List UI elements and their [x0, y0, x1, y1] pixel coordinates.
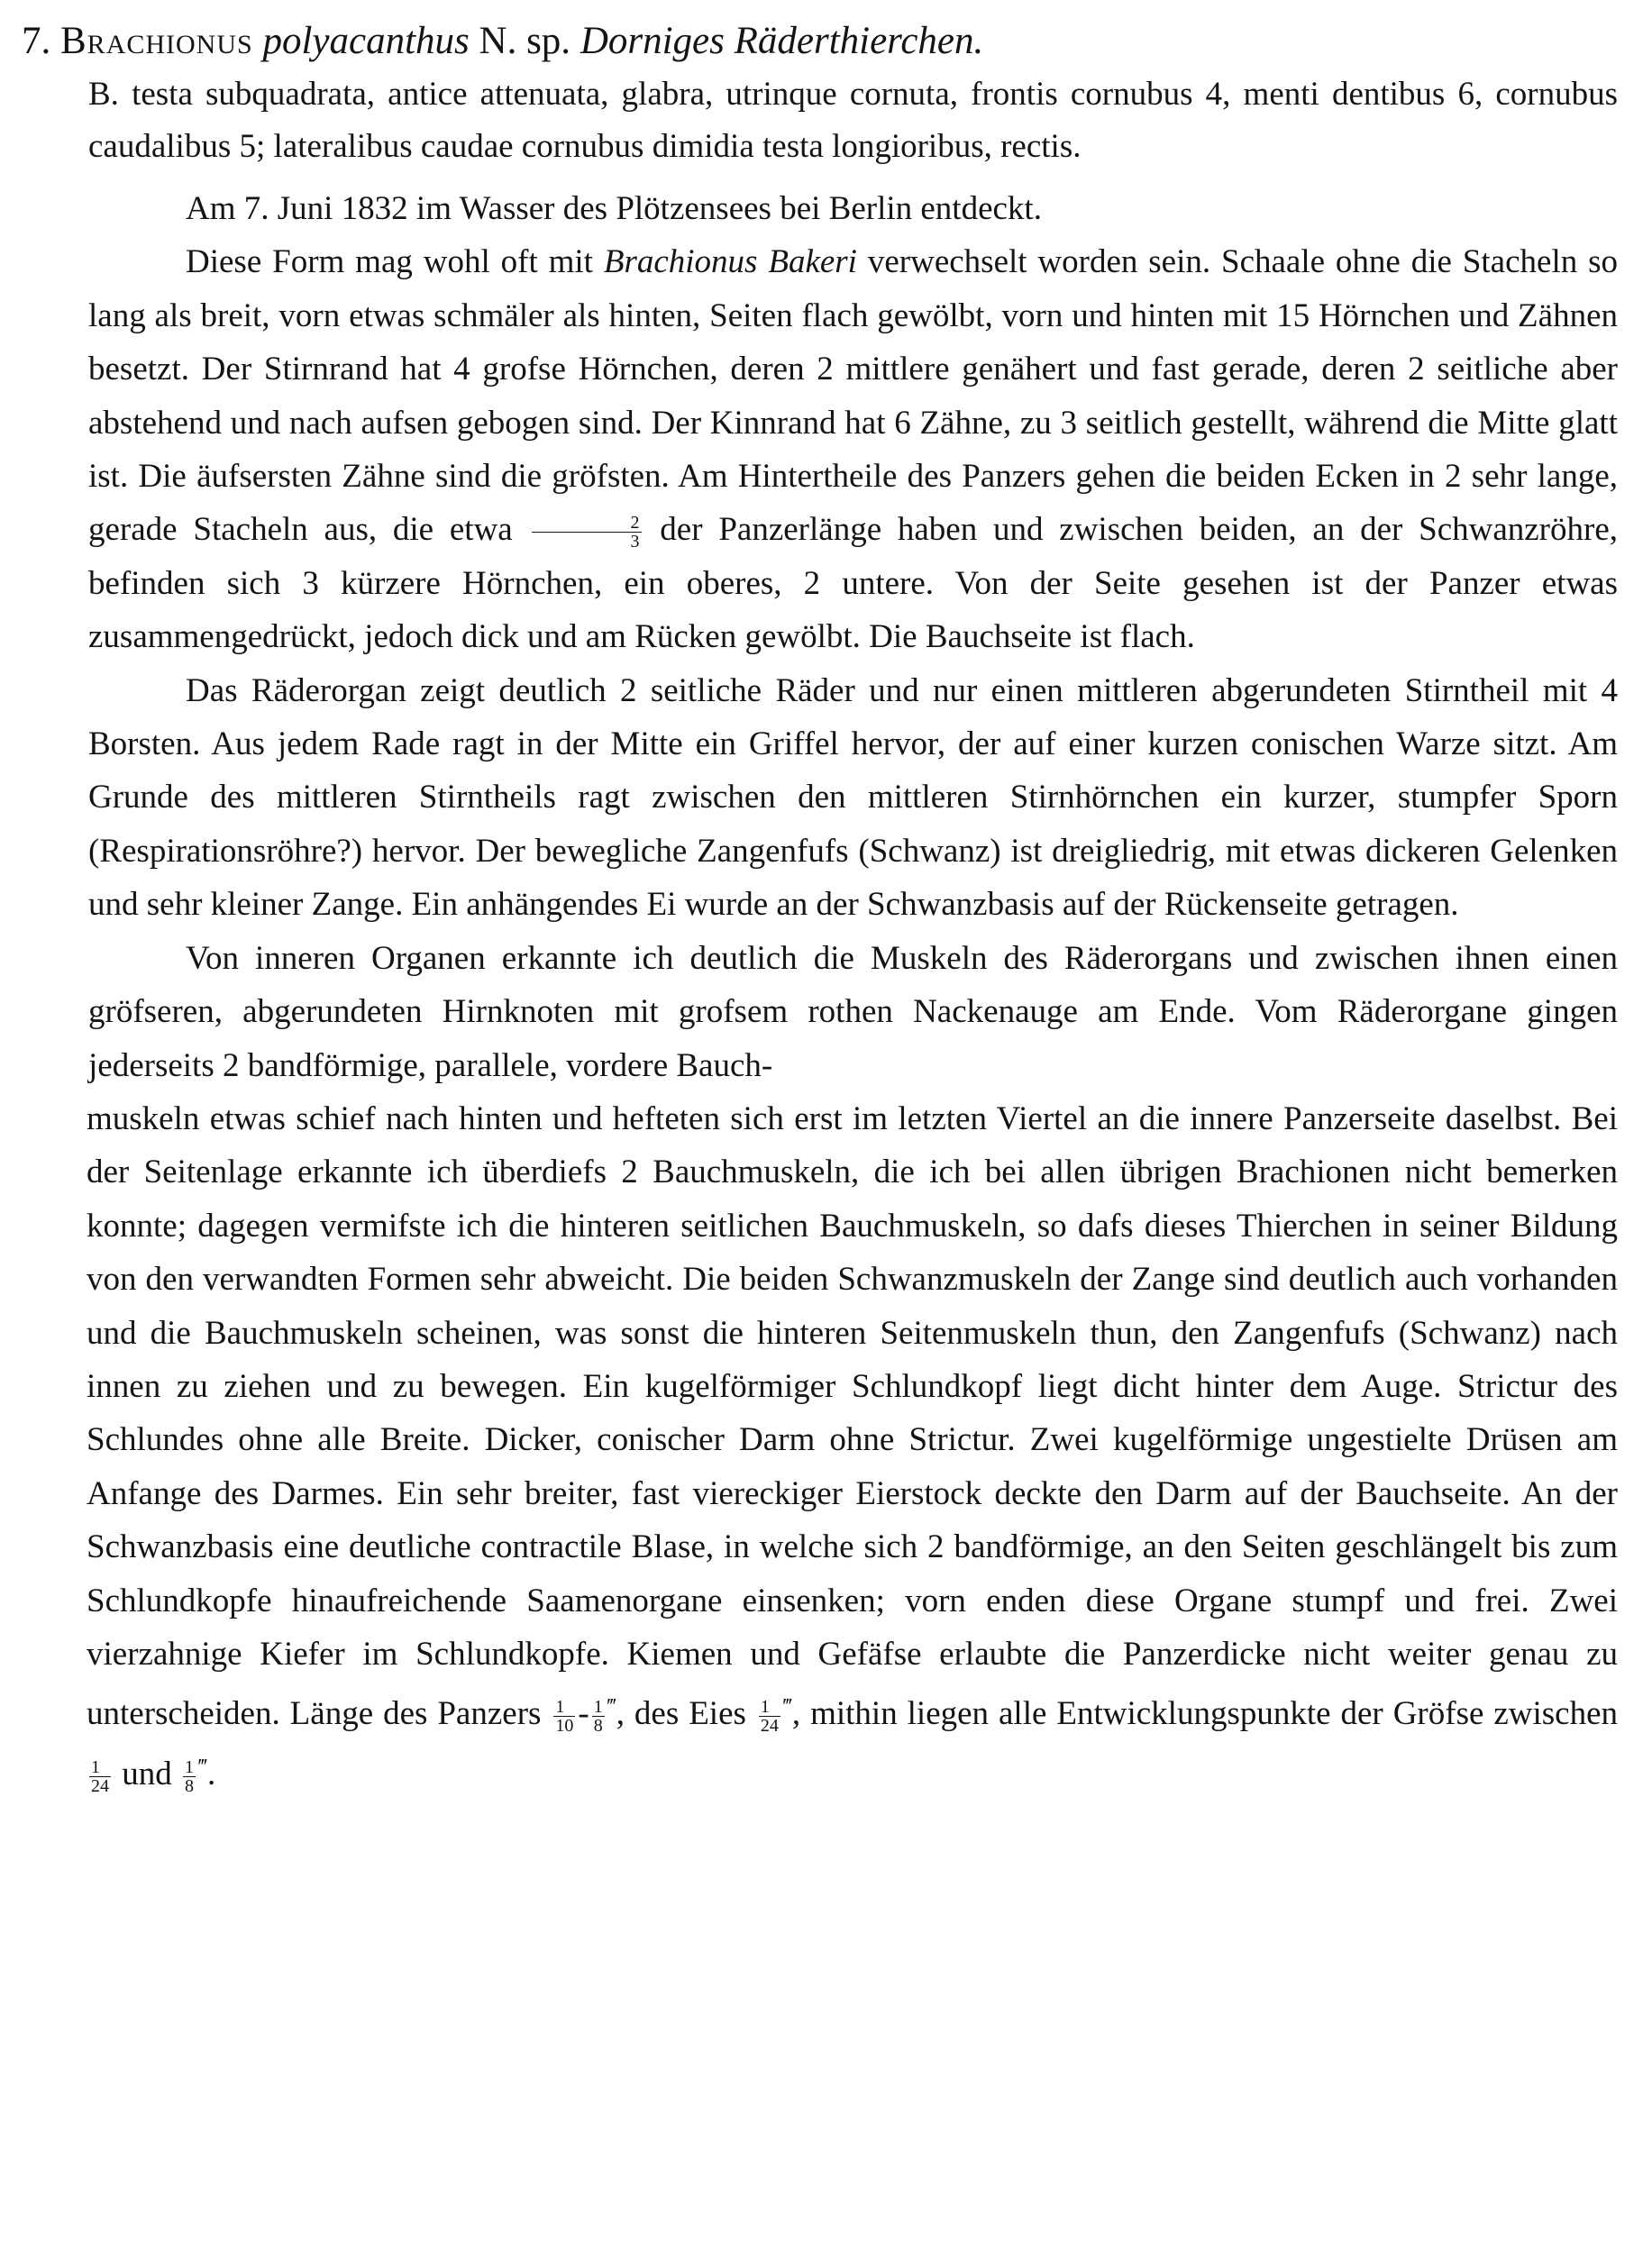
- fraction-one-twentyfourth: $\frac{1}{24}$: [760, 1697, 779, 1737]
- paragraph-wheel-organ: Das Räderorgan zeigt deutlich 2 seitliche Räder und nur einen mittleren abgerundeten Stirntheil mit 4 Borsten. Aus jedem Rade ragt in der Mitte ein Griffel hervor, der auf einer kurzen conischen Warze sitzt. Am Grunde des mittleren Stirntheils ragt zwischen den mittleren Stirnhörnchen ein kurzer, stumpfer Sporn (Respirationsröhre?) hervor. Der bewegliche Zangenfufs (Schwanz) ist dreigliedrig, mit etwas dickeren Gelenken und sehr kleiner Zange. Ein anhängendes Ei wurde an der Schwanzbasis auf der Rückenseite getragen.: [88, 671, 1618, 924]
- fraction-one-tenth: $\frac{1}{10}$: [555, 1697, 574, 1737]
- paragraph-description: [88, 235, 1618, 663]
- organs-lower-text: muskeln etwas schief nach hinten und hefteten sich erst im letzten Viertel an die innere Panzerseite daselbst. Bei der Seitenlage erkannte ich überdiefs 2 Bauchmuskeln, die ich bei allen übrigen Brachionen nicht bemerken konnte; dagegen vermifste ich die hinteren seitlichen Bauchmuskeln, so dafs dieses Thierchen in seiner Bildung von den verwandten Formen sehr abweicht. Die beiden Schwanzmuskeln der Zange sind deutlich auch vorhanden und die Bauchmuskeln scheinen, was sonst die hinteren Seitenmuskeln thun, den Zangenfufs (Schwanz) nach innen zu ziehen und zu bewegen. Ein kugelförmiger Schlundkopf liegt dicht hinter dem Auge. Strictur des Schlundes ohne alle Breite. Dicker, conischer Darm ohne Strictur. Zwei kugelförmige ungestielte Drüsen am Anfange des Darmes. Ein sehr breiter, fast viereckiger Eierstock deckte den Darm auf der Bauchseite. An der Schwanzbasis eine deutliche contractile Blase, in welche sich 2 bandförmige, an den Seiten geschlängelt bis zum Schlundkopfe hinaufreichende Saamenorgane einsenken; vorn enden diese Organe stumpf und frei. Zwei vierzahnige Kiefer im Schlundkopfe. Kiemen und Gefäfse erlaubte die Panzerdicke nicht weiter genau zu unterscheiden. Länge des Panzers: [87, 1099, 1618, 1733]
- egg-size-text: , des Eies: [616, 1695, 746, 1733]
- final-period: .: [207, 1755, 216, 1792]
- fraction-two-thirds: $\frac{2}{3}$: [532, 514, 642, 551]
- species-heading: [22, 16, 1618, 67]
- paragraph-organs-lower: [87, 1092, 1618, 1801]
- lines-mark: ‴: [198, 1755, 207, 1779]
- latin-diagnosis: B. testa subquadrata, antice attenuata, glabra, utrinque cornuta, frontis cornubus 4, menti dentibus 6, cornubus caudalibus 5; lateralibus caudae cornubus dimidia testa longioribus, rectis.: [88, 76, 1618, 165]
- paragraph-description-part-d: der Panzerlänge haben und zwischen beiden, an der Schwanzröhre, befinden sich 3 kürzere Hörnchen, ein oberes, 2 untere. Von der Seite gesehen ist der Panzer etwas zusammengedrückt, jedoch dick und am Rücken gewölbt. Die Bauchseite ist flach.: [88, 511, 1618, 656]
- fraction-one-twentyfourth: $\frac{1}{24}$: [91, 1756, 109, 1796]
- body-upper: [88, 182, 1618, 1092]
- fraction-one-eighth: $\frac{1}{8}$: [593, 1697, 603, 1737]
- species-epithet: polyacanthus: [262, 20, 470, 62]
- paragraph-discovery: Am 7. Juni 1832 im Wasser des Plötzensees bei Berlin entdeckt.: [186, 190, 1042, 227]
- body-lower: [87, 1092, 1618, 1801]
- genus-name: Brachionus: [60, 20, 253, 62]
- paragraph-description-part-c: verwechselt worden sein. Schaale ohne die Stacheln so lang als breit, vorn etwas schmäler als hinten, Seiten flach gewölbt, vorn und hinten mit 15 Hörnchen und Zähnen besetzt. Der Stirnrand hat 4 grofse Hörnchen, deren 2 mittlere genähert und fast gerade, deren 2 seitliche aber abstehend und nach aufsen gebogen sind. Der Kinnrand hat 6 Zähne, zu 3 seitlich gestellt, während die Mitte glatt ist. Die äufsersten Zähne sind die gröfsten. Am Hintertheile des Panzers gehen die beiden Ecken in 2 sehr lange, gerade Stacheln aus, die etwa: [88, 243, 1618, 549]
- lines-mark: ‴: [607, 1695, 616, 1719]
- species-number: 7.: [22, 20, 51, 62]
- common-name: Dorniges Räderthierchen.: [580, 20, 984, 62]
- new-species-mark: N. sp.: [479, 20, 571, 62]
- species-reference: Brachionus Bakeri: [603, 243, 857, 281]
- paragraph-description-part-a: Diese Form mag wohl oft mit: [186, 243, 593, 281]
- development-text: , mithin liegen alle Entwicklungspunkte der Gröfse zwischen: [791, 1695, 1619, 1733]
- paragraph-organs-upper: Von inneren Organen erkannte ich deutlich die Muskeln des Räderorgans und zwischen ihnen einen gröfseren, abgerundeten Hirnknoten mit grofsem rothen Nackenauge am Ende. Vom Räderorgane gingen jederseits 2 bandförmige, parallele, vordere Bauch-: [88, 939, 1618, 1084]
- fraction-one-eighth: $\frac{1}{8}$: [185, 1756, 194, 1796]
- range-dash: -: [578, 1695, 589, 1733]
- lines-mark: ‴: [782, 1695, 792, 1719]
- conjunction-und: und: [122, 1755, 172, 1792]
